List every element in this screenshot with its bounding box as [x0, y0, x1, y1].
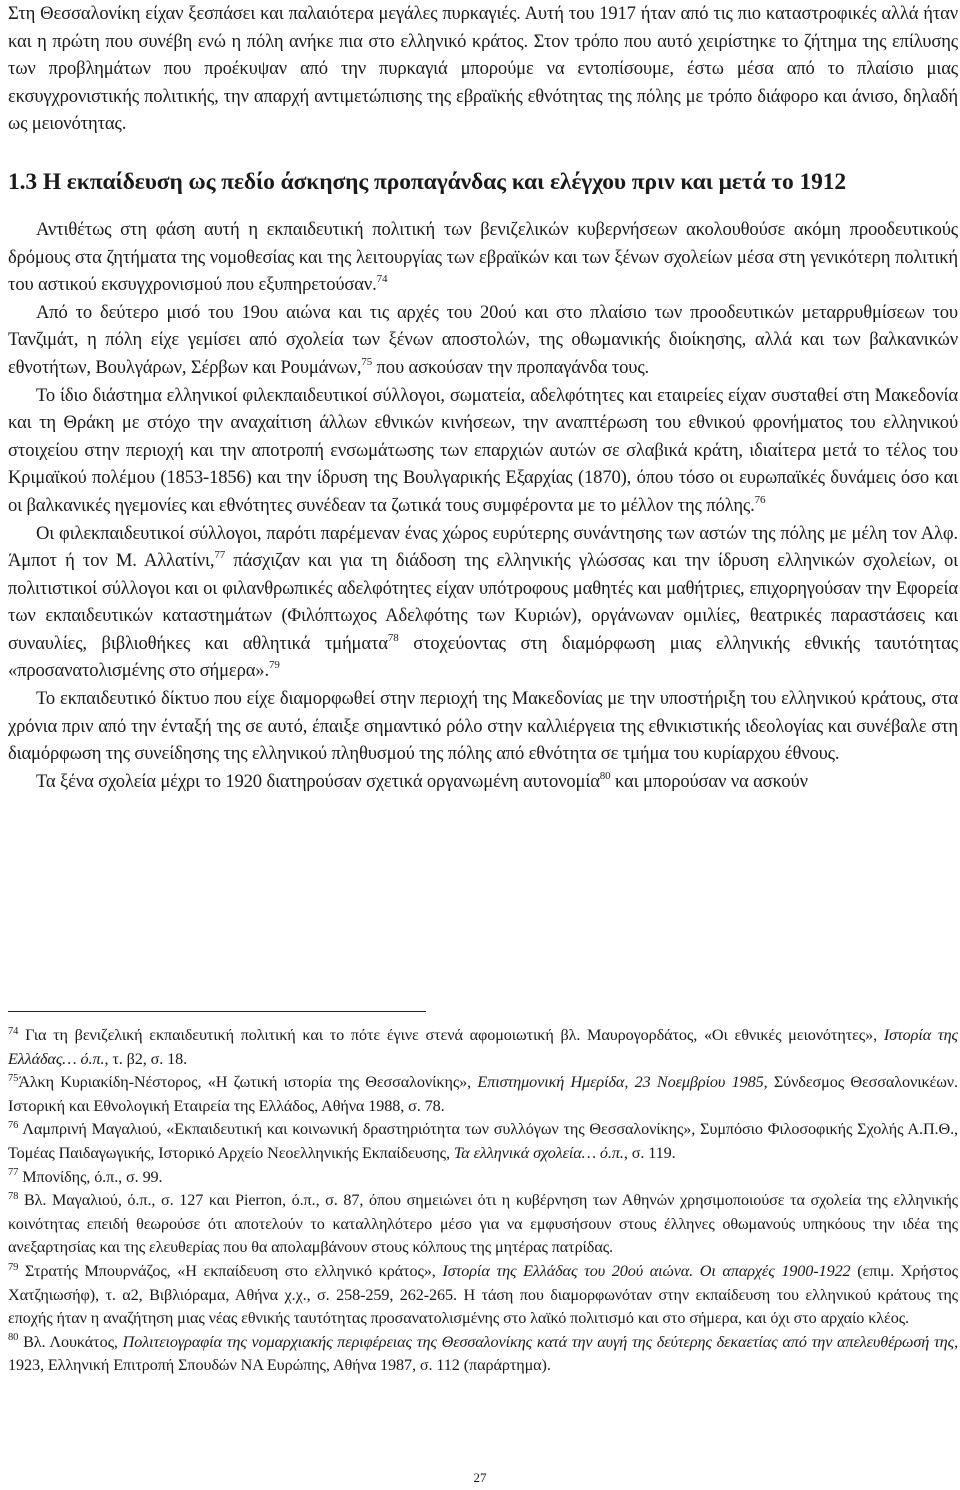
footnote-ref-80[interactable]: 80 [599, 769, 611, 782]
paragraph-fire-1917: Στη Θεσσαλονίκη είχαν ξεσπάσει και παλαιότερα μεγάλες πυρκαγιές. Αυτή του 1917 ήταν από τις πιο καταστροφικές αλλά ήταν και η πρώτη που συνέβη ενώ η πόλη ανήκε πια στο ελληνικό κράτος. Στον τρόπο που αυτό χειρίστηκε το ζήτημα της επίλυσης των προβλημάτων που προέκυψαν από την πυρκαγιά μπορούμε να εντοπίσουμε, έστω μέσα από το πλαίσιο μιας εκσυγχρονιστικής πολιτικής, την απαρχή αντιμετώπισης της εβραϊκής εθνότητας της πόλης με τρόπο διάφορο και άνισο, δηλαδή ως μειονότητας. [8, 3, 958, 135]
footnote-text: Στρατής Μπουρνάζος, «Η εκπαίδευση στο ελληνικό κράτος», [18, 1261, 443, 1280]
footnote-80 [8, 1331, 958, 1378]
footnote-ref-76[interactable]: 76 [754, 493, 766, 506]
footnote-text: , σ. 119. [623, 1143, 676, 1162]
footnote-title: Πολιτειογραφία της νομαρχιακής περιφέρειας της Θεσσαλονίκης κατά την αυγή της δεύτερης δεκαετίας από την απελευθέρωσή της [122, 1332, 955, 1351]
paragraph-network: Το εκπαιδευτικό δίκτυο που είχε διαμορφωθεί στην περιοχή της Μακεδονίας με την υποστήριξη του ελληνικού κράτους, στα χρόνια πριν από την ένταξή της σε αυτό, έπαιξε σημαντικό ρόλο στην καλλιέργεια της εθνικιστικής ιδεολογίας και συνέβαλε στη διαμόρφωση της συνείδησης της ελληνικού πληθυσμού της πόλης από εθνότητα σε τμήμα του κυρίαρχου έθνους. [8, 688, 958, 765]
footnote-text: Βλ. Μαγαλιού, ό.π., σ. 127 και Pierron, ό.π., σ. 87, όπου σημειώνει ότι η κυβέρνηση των Αθηνών χρησιμοποιούσε τα σχολεία της ελληνικής κοινότητας επειδή θεωρούσε ότι αποτελούν το καταλληλότερο μέσο για να εμφυσήσουν στους έλληνες οθωμανούς υπηκόους την ιδέα της ανεξαρτησίας και της ελευθερίας που θα απολαμβάνουν στους κόλπους της μητέρας πατρίδας. [8, 1191, 958, 1257]
footnote-title: Ιστορία της Ελλάδας του 20ού αιώνα. Οι απαρχές 1900-1922 [442, 1261, 851, 1280]
footnote-75 [8, 1071, 958, 1118]
footnote-title: Επιστημονική Ημερίδα, 23 Νοεμβρίου 1985 [477, 1073, 764, 1092]
footnote-text: Άλκη Κυριακίδη-Νέστορος, «Η ζωτική ιστορία της Θεσσαλονίκης», [18, 1073, 478, 1092]
footnote-ref-74[interactable]: 74 [376, 272, 388, 285]
paragraph-philanthropic [8, 520, 958, 686]
footnote-ref-75[interactable]: 75 [361, 355, 373, 368]
paragraph-tanzimat [8, 299, 958, 382]
paragraph-text: πάσχιζαν και για τη διάδοση της ελληνικής γλώσσας και την ίδρυση ελληνικών σχολείων, οι πολιτιστικοί σύλλογοι και οι φιλανθρωπικές αδελφότητες είχαν υπότροφους μαθητές και μαθήτριες, επιχορηγούσαν την Εφορεία των εκπαιδευτικών καταστημάτων (Φιλόπτωχος Αδελφότης των Κυριών), οργάνωναν ομιλίες, θεατρικές παραστάσεις και συναυλίες, βιβλιοθήκες και αθλητικά τμήματα [8, 550, 958, 654]
footnote-text: Βλ. Λουκάτος, [18, 1332, 123, 1351]
footnote-number: 77 [8, 1167, 19, 1179]
paragraph-text: και μπορούσαν να ασκούν [610, 770, 808, 792]
paragraph-education-policy [8, 216, 958, 299]
paragraph-text: Αντιθέτως στη φάση αυτή η εκπαιδευτική πολιτική των βενιζελικών κυβερνήσεων ακολουθούσε ακόμη προοδευτικούς δρόμους στα ζητήματα της νομοθεσίας και της λειτουργίας των εβραϊκών και των ξένων σχολείων μέσα στη γενικότερη πολιτική του αστικού εκσυγχρονισμού που εξυπηρετούσαν. [8, 218, 958, 296]
paragraph-text: που ασκούσαν την προπαγάνδα τους. [372, 356, 650, 378]
footnote-title: Ιστορία της Ελλάδας… ό.π. [8, 1026, 958, 1068]
footnote-number: 76 [8, 1119, 19, 1131]
footnote-text: , Σύνδεσμος Θεσσαλονικέων. Ιστορική και Εθνολογική Εταιρεία της Ελλάδος, Αθήνα 1988, σ. 78. [8, 1073, 958, 1115]
paragraph-text: Από το δεύτερο μισό του 19ου αιώνα και τις αρχές του 20ού και στο πλαίσιο των προοδευτικών μεταρρυθμίσεων του Τανζιμάτ, η πόλη είχε γεμίσει από σχολεία των ξένων αποστολών, της οθωμανικής διοίκησης, αλλά και των βαλκανικών εθνοτήτων, Βουλγάρων, Σέρβων και Ρουμάνων, [8, 301, 958, 378]
footnote-ref-79[interactable]: 79 [268, 659, 280, 672]
footnote-77 [8, 1166, 958, 1190]
section-heading: 1.3 Η εκπαίδευση ως πεδίο άσκησης προπαγάνδας και ελέγχου πριν και μετά το 1912 [8, 168, 847, 195]
footnote-text: , τ. β2, σ. 18. [104, 1049, 188, 1068]
page-number: 27 [473, 1470, 487, 1485]
footnote-text: (επιμ. Χρήστος Χατζηιωσήφ), τ. α2, Βιβλιόραμα, Αθήνα χ.χ., σ. 258-259, 262-265. Η τάση που διαμορφωνόταν στην εκπαίδευση του ελληνικού κράτους της εποχής ήταν η αναζήτηση μιας νέας εθνικής ταυτότητας προσανατολισμένης στο λαϊκό πολιτισμό και στο σήμερα, και όχι στο αρχαίο κλέος. [8, 1261, 958, 1328]
footnote-number: 80 [8, 1332, 19, 1344]
footnotes [8, 1024, 958, 1378]
footnote-ref-77[interactable]: 77 [214, 548, 226, 561]
footnote-text: , 1923, Ελληνική Επιτροπή Σπουδών ΝΑ Ευρώπης, Αθήνα 1987, σ. 112 (παράρτημα). [8, 1332, 959, 1375]
main-text [8, 0, 958, 795]
footnote-separator [8, 1011, 426, 1012]
footnote-ref-78[interactable]: 78 [387, 631, 399, 644]
footnote-number: 79 [8, 1261, 19, 1273]
footnote-79 [8, 1260, 958, 1331]
footnote-number: 78 [8, 1190, 19, 1202]
footnote-text: Για τη βενιζελική εκπαιδευτική πολιτική και το πότε έγινε στενά αφομοιωτική βλ. Μαυρογορδάτος, «Οι εθνικές μειονότητες», [18, 1026, 884, 1044]
paragraph-text: στοχεύοντας στη διαμόρφωση μιας ελληνικής εθνικής ταυτότητας «προσανατολισμένης στο σήμερα». [8, 632, 958, 682]
footnote-number: 75 [8, 1072, 19, 1084]
footnote-76 [8, 1118, 958, 1165]
footnote-number: 74 [8, 1025, 19, 1037]
footnote-text: Λαμπρινή Μαγαλιού, «Εκπαιδευτική και κοινωνική δραστηριότητα των συλλόγων της Θεσσαλονίκης», Συμπόσιο Φιλοσοφικής Σχολής Α.Π.Θ., Τομέας Παιδαγωγικής, Ιστορικό Αρχείο Νεοελληνικής Εκπαίδευσης, [8, 1120, 958, 1162]
footnote-text: Μπονίδης, ό.π., σ. 99. [18, 1167, 163, 1186]
paragraph-text: Το ίδιο διάστημα ελληνικοί φιλεκπαιδευτικοί σύλλογοι, σωματεία, αδελφότητες και εταιρείες είχαν συσταθεί στη Μακεδονία και τη Θράκη με στόχο την αναχαίτιση άλλων εθνικών κινήσεων, την αναπτέρωση του εθνικού φρονήματος του ελληνικού στοιχείου στην περιοχή και την αποτροπή ενσωμάτωσης των επαρχιών αυτών σε σλαβικά κράτη, ιδιαίτερα μετά το τέλος του Κριμαϊκού πολέμου (1853-1856) και την ίδρυση της Βουλγαρικής Εξαρχίας (1870), όπου τόσο οι ευρωπαϊκές δυνάμεις όσο και οι βαλκανικές ηγεμονίες και εθνότητες συνέδεαν τα ζωτικά τους συμφέροντα με το μέλλον της πόλης. [8, 384, 958, 516]
paragraph-text: Τα ξένα σχολεία μέχρι το 1920 διατηρούσαν σχετικά οργανωμένη αυτονομία [36, 770, 600, 792]
footnote-78 [8, 1189, 958, 1260]
paragraph-associations [8, 382, 958, 520]
footnote-74 [8, 1024, 958, 1071]
footnote-title: Τα ελληνικά σχολεία… ό.π. [453, 1143, 624, 1162]
paragraph-foreign-schools [8, 768, 958, 796]
paragraph-text: Οι φιλεκπαιδευτικοί σύλλογοι, παρότι παρέμεναν ένας χώρος ευρύτερης συνάντησης των αστών της πόλης με μέλη τον Αλφ. Άμποτ ή τον Μ. Αλλατίνι, [8, 522, 958, 572]
